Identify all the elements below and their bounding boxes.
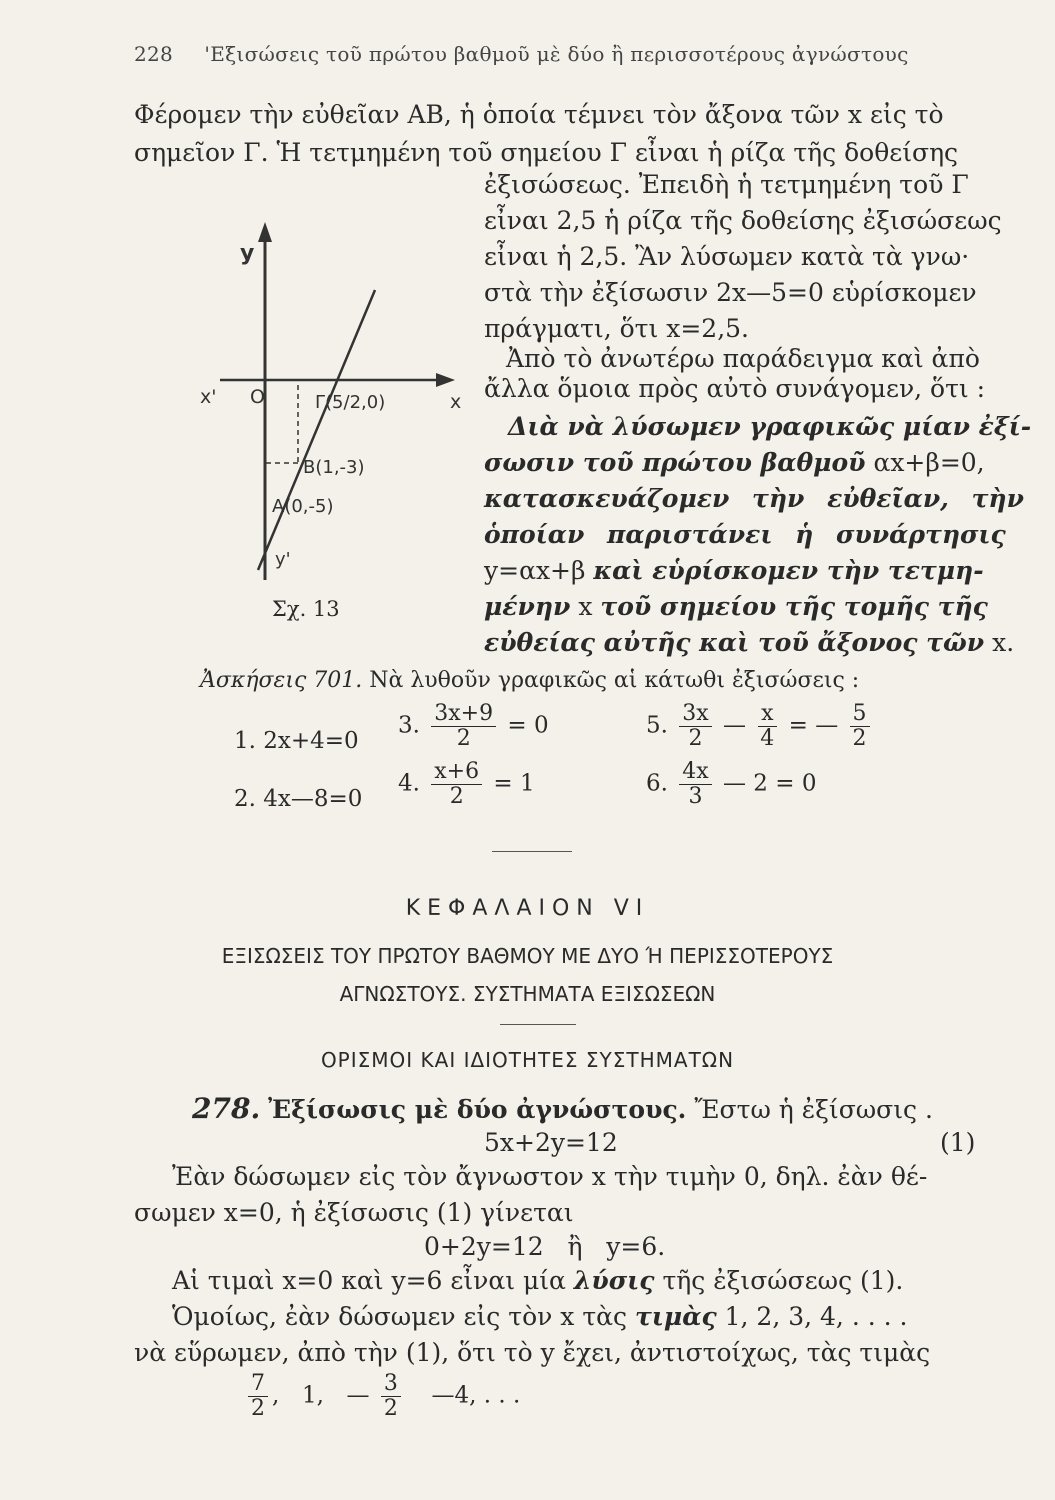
- value-3-num: 3: [381, 1372, 401, 1397]
- exercise-1-eq: 2x+4=0: [263, 728, 359, 754]
- paragraph-4: [172, 1302, 907, 1332]
- running-title: 'Εξισώσεις τοῦ πρώτου βαθμοῦ μὲ δύο ἢ περισσοτέρους ἀγνώστους: [204, 42, 909, 66]
- exercise-5-number: 5.: [646, 712, 668, 739]
- rule-line-7b: x.: [992, 628, 1015, 657]
- divider-2: [500, 1024, 576, 1025]
- paragraph-3a: Αἱ τιμαὶ x=0 καὶ y=6 εἶναι μία: [172, 1266, 566, 1295]
- label-x-neg: x': [200, 386, 217, 408]
- y-axis-arrow: [258, 222, 272, 242]
- exercise-3-number: 3.: [398, 712, 420, 739]
- right-line-3: εἶναι ἡ 2,5. Ἂν λύσωμεν κατὰ τὰ γνω·: [484, 242, 970, 271]
- equation-1: 5x+2y=12: [484, 1128, 618, 1157]
- paragraph-4c: 1, 2, 3, 4, . . . .: [724, 1302, 908, 1331]
- paragraph-3b: λύσις: [573, 1266, 655, 1295]
- paragraph-2: σωμεν x=0, ἡ ἐξίσωσις (1) γίνεται: [134, 1198, 574, 1227]
- exercise-2: [234, 784, 362, 814]
- rule-line-5a: y=αx+β: [484, 556, 586, 585]
- page-number: 228: [134, 42, 174, 66]
- chapter-title-1: ΕΞΙΣΩΣΕΙΣ ΤΟΥ ΠΡΩΤΟΥ ΒΑΘΜΟΥ ΜΕ ΔΥΟ Ή ΠΕΡΙΣΣΟΤΕΡΟΥΣ: [221, 944, 834, 968]
- paragraph-3: [172, 1266, 903, 1296]
- graph-line: [258, 290, 375, 570]
- divider-1: [492, 851, 572, 852]
- exercise-4-number: 4.: [398, 770, 420, 797]
- rule-line-2a: σωσιν τοῦ πρώτου βαθμοῦ: [484, 448, 866, 477]
- right-line-6: Ἀπὸ τὸ ἀνωτέρω παράδειγμα καὶ ἀπὸ: [506, 344, 980, 373]
- exercise-1: [234, 726, 359, 756]
- rule-line-3: κατασκευάζομεν τὴν εὐθεῖαν, τὴν: [484, 484, 1024, 513]
- right-line-4: στὰ τὴν ἐξίσωσιν 2x—5=0 εὑρίσκομεν: [484, 278, 977, 307]
- section-title: ΟΡΙΣΜΟΙ ΚΑΙ ΙΔΙΟΤΗΤΕΣ ΣΥΣΤΗΜΑΤΩΝ: [320, 1048, 735, 1072]
- paragraph-4b: τιμὰς: [634, 1302, 717, 1331]
- value-1-sep: ,: [272, 1382, 280, 1409]
- exercise-5-frac-1: [679, 702, 711, 751]
- equation-1-tag: (1): [940, 1128, 976, 1157]
- exercise-3-num: 3x+9: [431, 702, 496, 727]
- exercise-5-op: —: [722, 712, 746, 739]
- right-line-1: ἐξισώσεως. Ἐπειδὴ ἡ τετμημένη τοῦ Γ: [484, 170, 969, 199]
- exercise-3-rhs: = 0: [507, 712, 549, 739]
- intro-line-2: σημεῖον Γ. Ἡ τετμημένη τοῦ σημείου Γ εἶναι ἡ ρίζα τῆς δοθείσης: [134, 138, 959, 167]
- exercise-6-rhs: — 2 = 0: [722, 770, 817, 797]
- values-row: [244, 1372, 520, 1421]
- exercise-5-num-2: x: [758, 702, 776, 727]
- exercise-3-frac: [431, 702, 496, 751]
- value-4: —4, . . .: [431, 1382, 521, 1409]
- rule-line-7: [484, 628, 1014, 658]
- exercise-5-num-1: 3x: [679, 702, 711, 727]
- label-A: A(0,-5): [272, 496, 334, 517]
- exercise-3-den: 2: [456, 726, 471, 751]
- exercise-5-frac-3: [850, 702, 870, 751]
- label-origin: O: [250, 386, 265, 408]
- right-line-7: ἄλλα ὅμοια πρὸς αὐτὸ συνάγομεν, ὅτι :: [484, 374, 986, 403]
- label-y-neg: y': [275, 549, 291, 570]
- article-lead: Ἔστω ἡ ἐξίσωσις .: [694, 1095, 933, 1124]
- value-1-frac: [248, 1372, 268, 1421]
- exercise-1-number: 1.: [234, 728, 256, 754]
- exercise-5-den-3: 2: [852, 726, 867, 751]
- exercise-4-num: x+6: [431, 760, 482, 785]
- chapter-label: ΚΕΦΑΛΑΙΟΝ VI: [405, 896, 650, 921]
- exercise-5-den-1: 2: [688, 726, 703, 751]
- rule-line-5b: καὶ εὑρίσκομεν τὴν τετμη-: [593, 556, 984, 585]
- value-3-den: 2: [383, 1396, 398, 1421]
- exercise-5: [646, 702, 874, 751]
- exercise-5-num-3: 5: [850, 702, 870, 727]
- x-axis-arrow: [436, 373, 455, 387]
- label-x: x: [450, 391, 462, 413]
- rule-line-1: Διὰ νὰ λύσωμεν γραφικῶς μίαν ἐξί-: [508, 412, 1032, 441]
- label-y: y: [240, 241, 255, 266]
- exercise-4-rhs: = 1: [493, 770, 535, 797]
- article-heading: Ἐξίσωσις μὲ δύο ἀγνώστους.: [268, 1095, 687, 1124]
- exercise-2-number: 2.: [234, 786, 256, 812]
- article-heading-line: [192, 1094, 933, 1125]
- value-1-num: 7: [248, 1372, 268, 1397]
- exercise-4-frac: [431, 760, 482, 809]
- exercise-5-den-2: 4: [760, 726, 775, 751]
- rule-line-6b: x: [578, 592, 593, 621]
- exercises-header: [200, 666, 859, 696]
- exercise-3: [398, 702, 549, 751]
- exercise-5-frac-2: [757, 702, 777, 751]
- exercise-6-den: 3: [688, 784, 703, 809]
- value-2: 1,: [301, 1382, 324, 1409]
- rule-line-2b: αx+β=0,: [873, 448, 985, 477]
- value-1-den: 2: [251, 1396, 265, 1421]
- value-3-sign: —: [346, 1382, 370, 1409]
- exercises-title: Ἀσκήσεις 701.: [200, 668, 363, 693]
- label-G: Γ(5/2,0): [315, 392, 386, 413]
- rule-line-6a: μένην: [484, 592, 571, 621]
- paragraph-4a: Ὁμοίως, ἐὰν δώσωμεν εἰς τὸν x τὰς: [172, 1302, 628, 1331]
- rule-line-6: [484, 592, 988, 622]
- exercise-6: [646, 760, 816, 809]
- exercise-6-frac: [679, 760, 711, 809]
- exercise-4: [398, 760, 535, 809]
- right-line-2: εἶναι 2,5 ἡ ρίζα τῆς δοθείσης ἐξισώσεως: [484, 206, 1002, 235]
- paragraph-5: νὰ εὕρωμεν, ἀπὸ τὴν (1), ὅτι τὸ y ἔχει, ἀντιστοίχως, τὰς τιμὰς: [134, 1338, 931, 1367]
- paragraph-3c: τῆς ἐξισώσεως (1).: [662, 1266, 904, 1295]
- exercise-6-num: 4x: [679, 760, 711, 785]
- rule-line-7a: εὐθείας αὐτῆς καὶ τοῦ ἄξονος τῶν: [484, 628, 985, 657]
- exercise-2-eq: 4x—8=0: [263, 786, 363, 812]
- exercise-4-den: 2: [449, 784, 464, 809]
- chapter-title-2: ΑΓΝΩΣΤΟΥΣ. ΣΥΣΤΗΜΑΤΑ ΕΞΙΣΩΣΕΩΝ: [339, 982, 716, 1006]
- article-number: 278.: [192, 1092, 261, 1125]
- figure-caption: Σχ. 13: [272, 597, 340, 621]
- rule-line-5: [484, 556, 984, 586]
- page-header: [134, 42, 909, 66]
- exercise-5-eq: = —: [788, 712, 839, 739]
- paragraph-1: Ἐὰν δώσωμεν εἰς τὸν ἄγνωστον x τὴν τιμὴν 0, δηλ. ἐὰν θέ-: [172, 1162, 928, 1191]
- rule-line-4: ὁποίαν παριστάνει ἡ συνάρτησις: [484, 520, 1006, 549]
- exercise-6-number: 6.: [646, 770, 668, 797]
- rule-line-6c: τοῦ σημείου τῆς τομῆς τῆς: [600, 592, 988, 621]
- exercises-instruction: Νὰ λυθοῦν γραφικῶς αἱ κάτωθι ἐξισώσεις :: [369, 668, 860, 693]
- label-B: B(1,-3): [303, 457, 365, 478]
- equation-2: 0+2y=12 ἢ y=6.: [424, 1232, 666, 1261]
- intro-line-1: Φέρομεν τὴν εὐθεῖαν ΑΒ, ἡ ὁποία τέμνει τὸν ἄξονα τῶν x εἰς τὸ: [134, 100, 944, 129]
- rule-line-2: [484, 448, 985, 478]
- value-3-frac: [381, 1372, 401, 1421]
- right-line-5: πράγματι, ὅτι x=2,5.: [484, 314, 749, 343]
